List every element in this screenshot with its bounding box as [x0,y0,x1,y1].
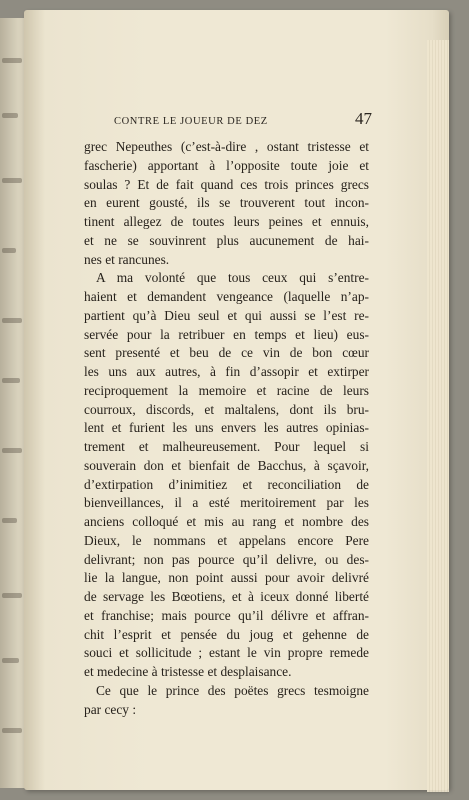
page-edges [427,40,449,792]
text-line: les uns aux autres, à fin d’assopir et extirper [84,364,369,379]
text-line: bienveillances, il a esté meritoirement par les [84,495,369,511]
text-line: lie la langue, non point aussi pour avoir delivré [84,570,369,586]
bleed-through-mark [2,728,22,733]
body-text [84,138,369,719]
text-line: courroux, discords, et maltalens, dont ils bru- [84,401,369,417]
text-line: lent et furient les uns envers les autres opinias- [84,420,369,436]
bleed-through-mark [2,58,22,63]
bleed-through-mark [2,448,22,453]
page-number: 47 [355,109,372,128]
text-line: delivrant; non pas pource qu’il delivre, ou des- [84,551,369,567]
text-line: tinent allegez de toutes leurs peines et ennuis, [84,214,369,229]
text-line: partient qu’à Dieu seul et qui aussi se l’est re- [84,307,369,323]
text-line: A ma volonté que tous ceux qui s’entre- [96,270,369,286]
text-line: chit l’esprit et pensée du joug et gehenne de [84,626,369,642]
bleed-through-mark [2,378,20,383]
running-head: CONTRE LE JOUEUR DE DEZ [114,116,268,127]
text-line: anciens colloqué et mis au rang et nombre des [84,514,369,529]
text-line: nes et rancunes. [84,251,170,267]
bleed-through-mark [2,518,17,523]
text-line: et franchise; mais pource qu’il délivre et affran- [84,607,369,623]
text-line: de servage les Bœotiens, et à iceux donné liberté [84,589,369,604]
bleed-through-mark [2,593,22,598]
page-header [114,109,372,131]
text-line: d’extirpation d’inimitiez et reconciliation de [84,476,369,492]
text-line: sent presenté et beu de ce vin de bon cœur [84,345,369,361]
text-line: souverain don et bienfait de Bacchus, à sçavoir, [84,457,369,473]
text-line: grec Nepeuthes (c’est-à-dire , ostant tristesse et [84,139,369,154]
text-line: Dieux, le nommans et appelans encore Pere [84,532,369,548]
text-line: soulas ? Et de fait quand ces trois princes grecs [84,176,369,192]
text-line: et medecine à tristesse et desplaisance. [84,664,292,679]
text-line: souci et sollicitude ; estant le vin propre remede [84,645,369,661]
text-line: et ne se souvinrent plus aucunement de hai- [84,232,369,248]
text-line: reciproquement la memoire et racine de leurs [84,382,369,398]
bleed-through-mark [2,318,22,323]
text-line: servée pour la retribuer en temps et lieu) eus- [84,326,369,342]
bleed-through-mark [2,248,16,253]
bleed-through-mark [2,178,22,183]
text-line: par cecy : [84,701,137,717]
text-line: fascherie) apportant à l’opposite toute joie et [84,157,369,173]
text-line: trement et malheureusement. Pour lequel si [84,439,369,454]
book-page [24,10,449,790]
bleed-through-mark [2,658,19,663]
bleed-through-mark [2,113,18,118]
text-line: en eurent gousté, ils se trouverent tout incon- [84,195,369,211]
text-line: Ce que le prince des poëtes grecs tesmoigne [96,682,369,698]
text-line: haient et demandent vengeance (laquelle n’ap- [84,289,369,304]
